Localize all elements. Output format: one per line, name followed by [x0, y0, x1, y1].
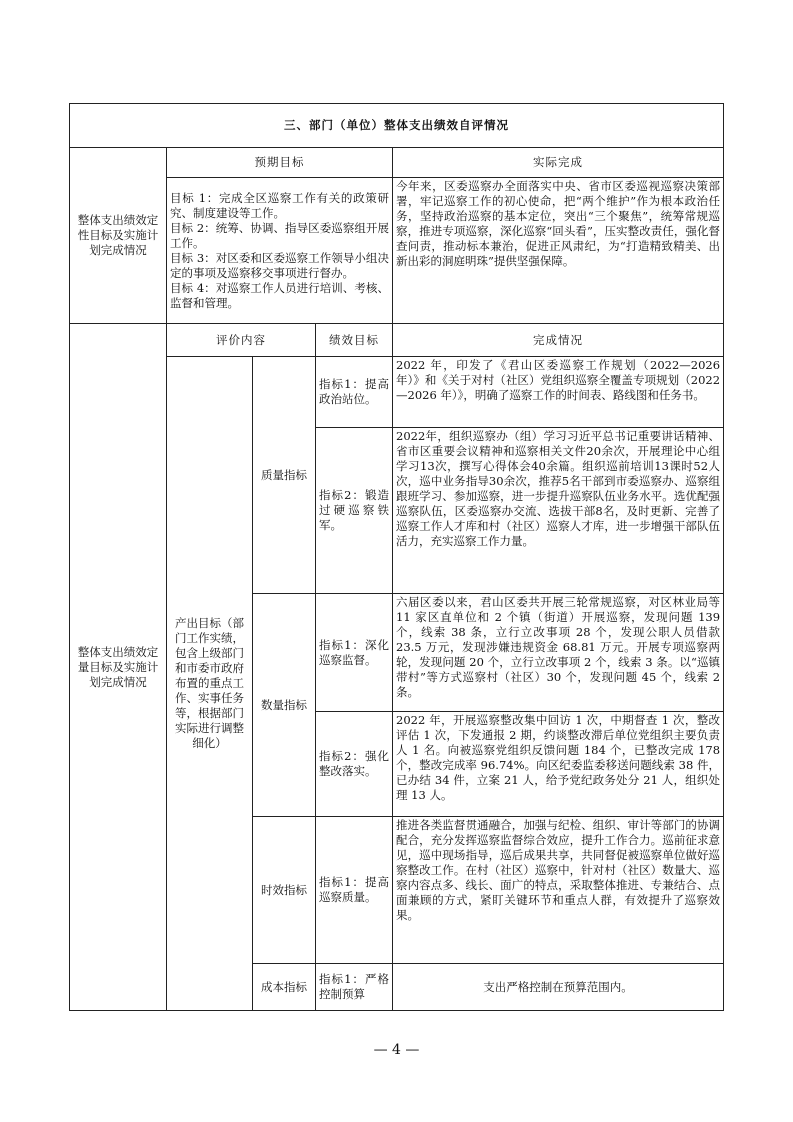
indicator-result: 支出严格控制在预算范围内。 [393, 964, 724, 1011]
expected-goals [167, 178, 393, 324]
qualitative-row-label: 整体支出绩效定性目标及实施计划完成情况 [70, 148, 167, 324]
quantitative-row-label: 整体支出绩效定量目标及实施计划完成情况 [70, 324, 167, 1011]
quality-indicator-label: 质量指标 [253, 357, 316, 594]
indicator-name: 指标1：提高政治站位。 [316, 357, 393, 428]
goal-3: 目标 3：对区委和区委巡察工作领导小组决定的事项及巡察移交事项进行督办。 [170, 250, 389, 280]
quantity-indicator-label: 数量指标 [253, 594, 316, 817]
eval-header: 评价内容 [167, 324, 316, 357]
goal-1: 目标 1：完成全区巡察工作有关的政策研究、制度建设等工作。 [170, 190, 389, 220]
indicator-result: 推进各类监督贯通融合，加强与纪检、组织、审计等部门的协调配合，充分发挥巡察监督综合效应，提升工作合力。巡前征求意见，巡中现场指导，巡后成果共享，共同督促被巡察单位做好巡察整改工作。在村（社区）巡察中，针对村（社区）数量大、巡察内容点多、线长、面广的特点，采取整体推进、专兼结合、点面兼顾的方式，紧盯关键环节和重点人群，有效提升了巡察效果。 [393, 817, 724, 964]
output-target-label: 产出目标（部门工作实绩，包含上级部门和市委市政府布置的重点工作、实事任务等，根据部门实际进行调整细化） [167, 357, 253, 1011]
timeliness-indicator-label: 时效指标 [253, 817, 316, 964]
indicator-name: 指标2：强化整改落实。 [316, 712, 393, 817]
indicator-result: 六届区委以来，君山区委共开展三轮常规巡察，对区林业局等 11 家区直单位和 2 个镇（街道）开展巡察，发现问题 139 个，线索 38 条，立行立改事项 28 个，发现公职人员借款 23.5 万元，发现涉嫌违规资金 68.81 万元。开展专项巡察两轮，发现问题 20 个，立行立改事项 2 个，线索 3 条。以“巡镇带村”等方式巡察村（社区）30 个，发现问题 45 个，线索 2 条。 [393, 594, 724, 712]
indicator-result: 2022 年，印发了《君山区委巡察工作规划（2022—2026 年）》和《关于对村（社区）党组织巡察全覆盖专项规划（2022—2026 年）》，明确了巡察工作的时间表、路线图和任务书。 [393, 357, 724, 428]
cost-indicator-label: 成本指标 [253, 964, 316, 1011]
section-title: 三、部门（单位）整体支出绩效自评情况 [70, 104, 724, 148]
page-number: — 4 — [373, 1042, 420, 1058]
indicator-result: 2022年，组织巡察办（组）学习习近平总书记重要讲话精神、省市区重要会议精神和巡察相关文件20余次，开展理论中心组学习13次，撰写心得体会40余篇。组织巡前培训13课时52人次，巡中业务指导30余次，推荐5名干部到市委巡察办、巡察组跟班学习、参加巡察，进一步提升巡察队伍业务水平。选优配强巡察队伍，区委巡察办交流、选拔干部8名，及时更新、完善了巡察工作人才库和村（社区）巡察人才库，进一步增强干部队伍活力，充实巡察工作力量。 [393, 428, 724, 594]
target-header: 绩效目标 [316, 324, 393, 357]
expected-header: 预期目标 [167, 148, 393, 178]
indicator-result: 2022 年，开展巡察整改集中回访 1 次，中期督查 1 次，整改评估 1 次，下发通报 2 期，约谈整改滞后单位党组织主要负责人 1 名。向被巡察党组织反馈问题 184 个，已整改完成 178 个，整改完成率 96.74%。向区纪委监委移送问题线索 38 件，已办结 34 件，立案 21 人，给予党纪政务处分 21 人，组织处理 13 人。 [393, 712, 724, 817]
indicator-name: 指标2：锻造过硬巡察铁军。 [316, 428, 393, 594]
result-header: 完成情况 [393, 324, 724, 357]
indicator-name: 指标1：严格控制预算 [316, 964, 393, 1011]
indicator-name: 指标1：提高巡察质量。 [316, 817, 393, 964]
goal-2: 目标 2：统筹、协调、指导区委巡察组开展工作。 [170, 220, 389, 250]
goal-4: 目标 4：对巡察工作人员进行培训、考核、监督和管理。 [170, 280, 389, 310]
indicator-name: 指标1：深化巡察监督。 [316, 594, 393, 712]
performance-table [69, 103, 724, 1011]
actual-completion: 今年来，区委巡察办全面落实中央、省市区委巡视巡察决策部署，牢记巡察工作的初心使命，把“两个维护”作为根本政治任务，坚持政治巡察的基本定位，突出“三个聚焦”，统筹常规巡察，推进专项巡察，深化巡察“回头看”，压实整改责任，强化督查问责，推动标本兼治，促进正风肃纪，为“打造精致精美、出新出彩的洞庭明珠”提供坚强保障。 [393, 178, 724, 324]
actual-header: 实际完成 [393, 148, 724, 178]
